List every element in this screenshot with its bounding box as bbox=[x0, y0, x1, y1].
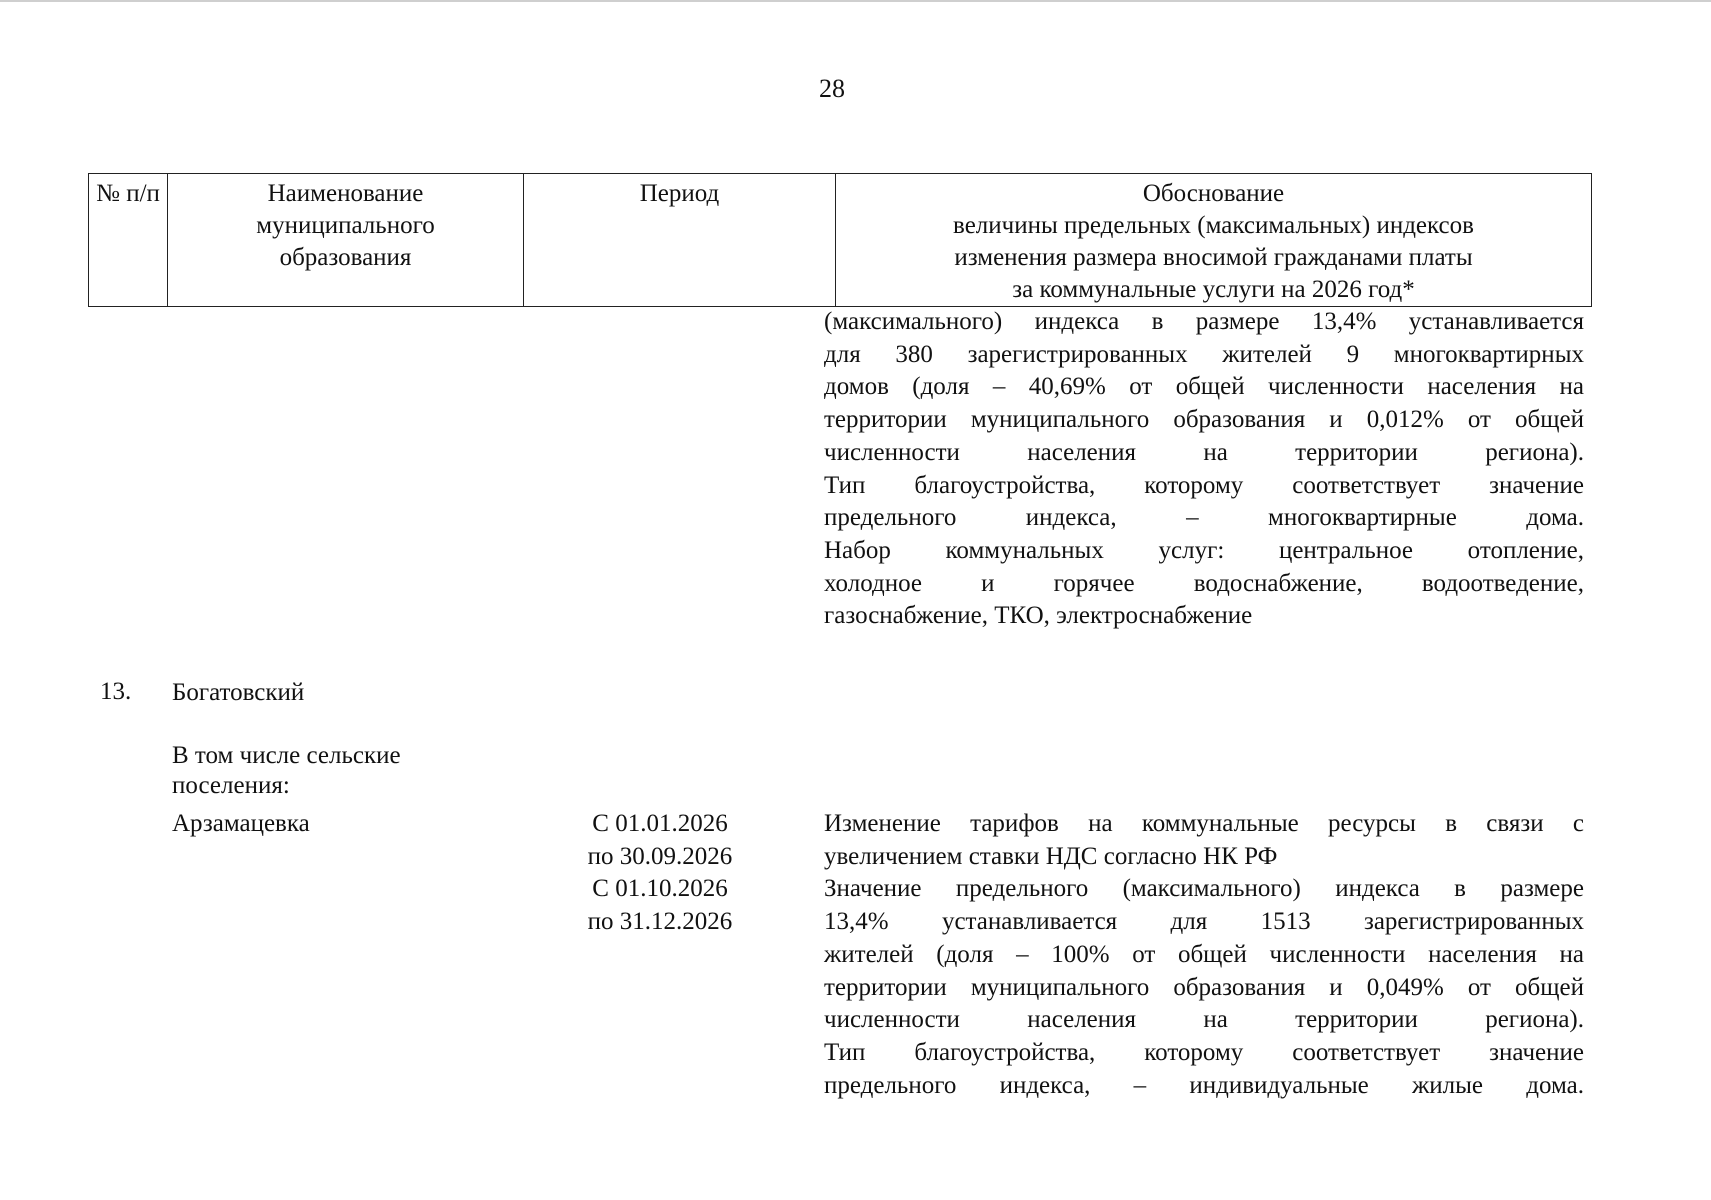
header-col-name-line: Наименование bbox=[267, 180, 424, 207]
paragraph-line: Тип благоустройства, которому соответствует значение bbox=[824, 471, 1584, 499]
header-col-period: Период bbox=[524, 174, 836, 307]
continuation-paragraph bbox=[824, 306, 1584, 633]
settlement-name: Арзамацевка bbox=[172, 810, 310, 837]
header-col-number: № п/п bbox=[89, 174, 168, 307]
period-cell bbox=[560, 808, 760, 939]
paragraph-line: территории муниципального образования и 0,012% от общей bbox=[824, 406, 1584, 434]
row-number: 13. bbox=[100, 678, 132, 705]
period-line: по 30.09.2026 bbox=[587, 842, 733, 870]
settlements-subtitle-line: поселения: bbox=[172, 772, 290, 799]
header-col-name-line: образования bbox=[279, 244, 412, 271]
paragraph-line: (максимального) индекса в размере 13,4% устанавливается bbox=[824, 308, 1584, 335]
paragraph-line: для 380 зарегистрированных жителей 9 многоквартирных bbox=[824, 340, 1584, 368]
paragraph-line: домов (доля – 40,69% от общей численности населения на bbox=[824, 373, 1584, 401]
period-line: С 01.01.2026 bbox=[592, 810, 728, 837]
paragraph-line: Значение предельного (максимального) индекса в размере bbox=[824, 875, 1584, 903]
paragraph-line: жителей (доля – 100% от общей численности населения на bbox=[824, 940, 1584, 968]
table-header bbox=[88, 173, 1592, 307]
settlements-subtitle-line: В том числе сельские bbox=[172, 742, 401, 769]
header-col-name-line: муниципального bbox=[256, 212, 435, 239]
header-col-justification bbox=[836, 174, 1592, 307]
paragraph-line: газоснабжение, ТКО, электроснабжение bbox=[824, 602, 1253, 630]
paragraph-line: численности населения на территории региона). bbox=[824, 1006, 1584, 1034]
header-col-justification-line: изменения размера вносимой гражданами платы bbox=[954, 244, 1473, 271]
period-line: по 31.12.2026 bbox=[587, 908, 733, 936]
paragraph-line: увеличением ставки НДС согласно НК РФ bbox=[824, 842, 1278, 870]
top-scan-rule bbox=[0, 0, 1711, 2]
paragraph-line: 13,4% устанавливается для 1513 зарегистрированных bbox=[824, 908, 1584, 936]
header-col-justification-line: величины предельных (максимальных) индексов bbox=[953, 212, 1474, 239]
paragraph-line: численности населения на территории региона). bbox=[824, 438, 1584, 466]
paragraph-line: предельного индекса, – многоквартирные дома. bbox=[824, 504, 1584, 532]
paragraph-line: Тип благоустройства, которому соответствует значение bbox=[824, 1038, 1584, 1066]
header-col-name bbox=[168, 174, 524, 307]
municipality-name: Богатовский bbox=[172, 679, 305, 706]
period-line: С 01.10.2026 bbox=[592, 875, 728, 903]
settlements-subtitle bbox=[172, 741, 401, 801]
header-col-justification-line: Обоснование bbox=[1142, 180, 1285, 207]
page-number: 28 bbox=[819, 74, 845, 103]
paragraph-line: Набор коммунальных услуг: центральное отопление, bbox=[824, 536, 1584, 564]
paragraph-line: холодное и горячее водоснабжение, водоотведение, bbox=[824, 569, 1584, 597]
paragraph-line: Изменение тарифов на коммунальные ресурсы в связи с bbox=[824, 810, 1584, 837]
paragraph-line: предельного индекса, – индивидуальные жилые дома. bbox=[824, 1071, 1584, 1099]
header-col-justification-line: за коммунальные услуги на 2026 год* bbox=[1012, 276, 1415, 303]
paragraph-line: территории муниципального образования и 0,049% от общей bbox=[824, 973, 1584, 1001]
justification-paragraph bbox=[824, 808, 1584, 1102]
